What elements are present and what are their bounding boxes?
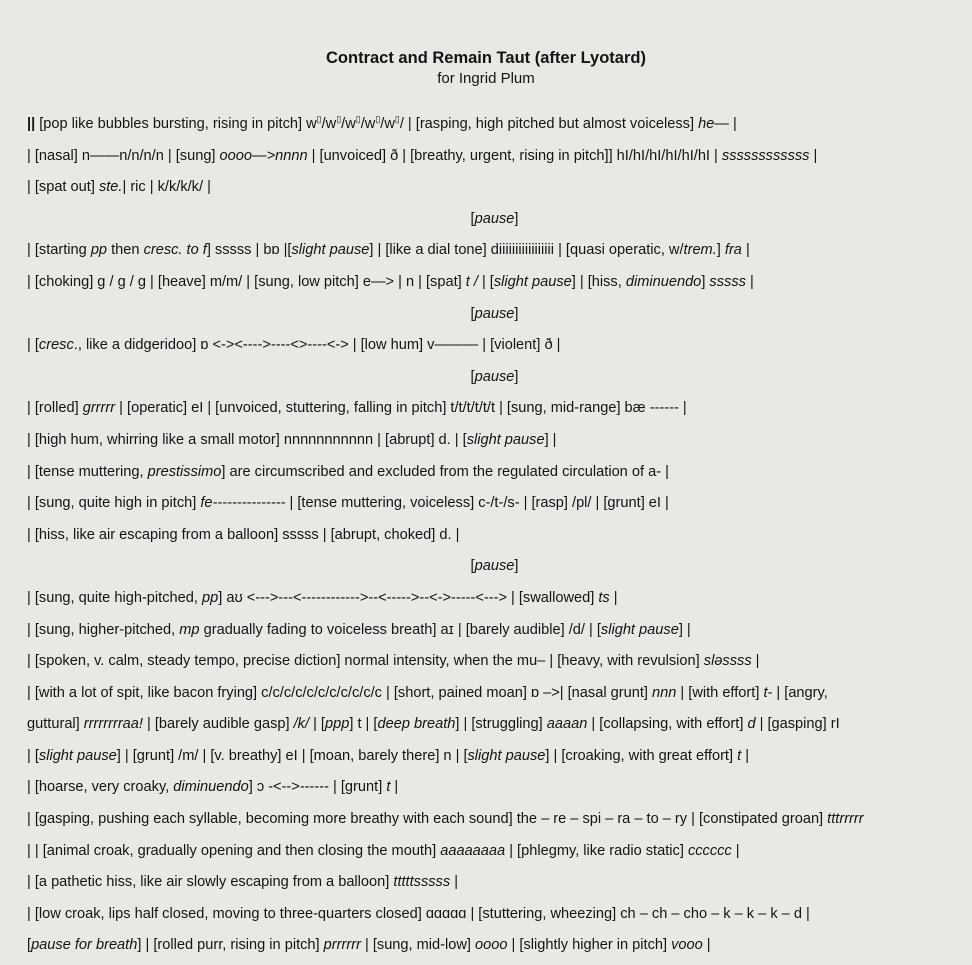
score-text: [27, 112, 962, 965]
page-subtitle: for Ingrid Plum: [437, 70, 535, 87]
text-run: | [with effort]: [676, 684, 764, 701]
text-run: aaaaaaaa: [440, 842, 506, 859]
text-run: /w: [321, 116, 337, 132]
text-run: ▯: [336, 114, 342, 125]
text-run: | [with a lot of spit, like bacon frying] c/c/c/c/c/c/c/c/c/c/c | [short, pained moan] ɒ –>| [nasal grunt]: [27, 684, 652, 701]
text-run: [: [470, 305, 475, 322]
text-run: | [hoarse, very croaky,: [27, 779, 174, 796]
text-run: rrrrrrrraa!: [83, 716, 143, 733]
text-run: |: [702, 937, 711, 954]
text-run: ▯: [355, 114, 361, 125]
text-run: slight pause: [600, 621, 679, 638]
text-run: | [spoken, v. calm, steady tempo, precise diction] normal intensity, when the mu– | [heavy, with revulsion]: [27, 653, 704, 670]
text-run: | [slightly higher in pitch]: [507, 937, 672, 954]
text-run: t: [737, 747, 742, 764]
score-line: [27, 775, 962, 807]
text-run: | [phlegmy, like radio static]: [505, 842, 688, 859]
text-run: aaaan: [546, 716, 588, 733]
text-run: [: [470, 210, 475, 227]
text-run: ]: [716, 242, 725, 259]
text-run: ]: [701, 273, 710, 290]
text-run: ] |: [544, 431, 557, 448]
text-run: | [barely audible gasp]: [142, 716, 294, 733]
text-run: ppp: [324, 716, 350, 733]
text-run: |: [728, 116, 737, 132]
text-run: |: [731, 842, 740, 859]
text-run: | [: [27, 337, 39, 354]
text-run: pause for breath: [31, 937, 138, 954]
score-line: [27, 681, 962, 713]
score-line: [27, 428, 962, 460]
text-run: ] | [croaking, with great effort]: [545, 747, 738, 764]
score-line: [27, 870, 962, 902]
score-line: [27, 270, 962, 302]
text-run: | [operatic] eI | [unvoiced, stuttering, falling in pitch] t/t/t/t/t/t | [sung, mid-range] bæ ------ |: [115, 400, 687, 417]
text-run: pause: [474, 210, 515, 227]
text-run: tttttsssss: [393, 874, 451, 891]
text-run: pp: [201, 589, 219, 606]
text-run: |: [741, 747, 750, 764]
text-run: / | [rasping, high pitched but almost voiceless]: [399, 116, 699, 132]
score-line: [27, 333, 962, 365]
score-line: [27, 933, 962, 965]
score-line: [27, 744, 962, 776]
text-run: |: [745, 273, 754, 290]
score-line: [27, 712, 962, 744]
text-run: | [: [309, 716, 325, 733]
text-run: | [collapsing, with effort]: [587, 716, 748, 733]
text-run: sləssss: [703, 653, 752, 670]
text-run: ▯: [375, 114, 381, 125]
text-run: mp: [179, 621, 200, 638]
score-line: [27, 839, 962, 871]
text-run: vooo: [671, 937, 703, 954]
text-run: | [tense muttering, voiceless] c-/t-/s- | [rasp] /pl/ | [grunt] eI |: [285, 495, 669, 512]
text-run: | [tense muttering,: [27, 463, 148, 480]
text-run: /w: [380, 116, 395, 132]
text-run: ] | [grunt] /m/ | [v. breathy] eI | [moan, barely there] n | [: [116, 747, 468, 764]
score-line: [27, 396, 962, 428]
text-run: | [: [27, 747, 39, 764]
text-run: diminuendo: [625, 273, 702, 290]
text-run: oooo: [475, 937, 508, 954]
text-run: ssssssssssss: [721, 147, 810, 164]
text-run: pp: [90, 242, 108, 259]
text-run: | [unvoiced] ð | [breathy, urgent, rising in pitch]] hI/hI/hI/hI/hI/hI |: [307, 147, 722, 164]
score-line: [27, 649, 962, 681]
text-run: | [choking] g / g / g | [heave] m/m/ | [sung, low pitch] e—> | n | [spat]: [27, 273, 466, 290]
text-run: nnn: [652, 684, 677, 701]
text-run: | [high hum, whirring like a small motor] nnnnnnnnnnn | [abrupt] d. | [: [27, 431, 467, 448]
text-run: /w: [360, 116, 376, 132]
text-run: deep breath: [377, 716, 456, 733]
text-run: pause: [474, 368, 515, 385]
text-run: [: [27, 937, 32, 954]
text-run: ] are circumscribed and excluded from the regulated circulation of a- |: [221, 463, 669, 480]
text-run: | [sung, quite high in pitch]: [27, 495, 201, 512]
text-run: ] |: [678, 621, 691, 638]
text-run: |: [450, 874, 459, 891]
text-run: ] sssss | bɒ |[: [206, 242, 292, 259]
text-run: ] aʊ <--->---<------------>--<----->--<->-----<---> | [swallowed]: [218, 589, 599, 606]
text-run: ts: [598, 589, 610, 606]
text-run: pause: [474, 305, 515, 322]
text-run: |: [390, 779, 399, 796]
text-run: sssss: [709, 273, 746, 290]
text-run: | [: [477, 273, 494, 290]
text-run: grrrrr: [82, 400, 116, 417]
score-line: [27, 112, 962, 144]
text-run: | | [animal croak, gradually opening and then closing the mouth]: [27, 842, 441, 859]
pause-line: [27, 207, 962, 239]
text-run: /w: [341, 116, 356, 132]
score-line: [27, 618, 962, 650]
score-line: [27, 807, 962, 839]
text-run: |: [609, 589, 618, 606]
text-run: trem.: [683, 242, 717, 259]
text-run: |: [809, 147, 818, 164]
text-run: d: [747, 716, 756, 733]
text-run: tttrrrrr: [827, 811, 864, 828]
text-run: slight pause: [291, 242, 370, 259]
score-line: [27, 586, 962, 618]
text-run: | [a pathetic hiss, like air slowly escaping from a balloon]: [27, 874, 394, 891]
score-line: [27, 491, 962, 523]
text-run: /k/: [293, 716, 310, 733]
text-run: | [angry,: [772, 684, 828, 701]
text-run: gradually fading to voiceless breath] aɪ | [barely audible] /d/ | [: [199, 621, 601, 638]
text-run: | ric | k/k/k/k/ |: [122, 179, 211, 196]
text-run: ▯: [394, 114, 400, 125]
text-run: fra: [724, 242, 742, 259]
text-run: ]: [514, 558, 519, 575]
pause-line: [27, 302, 962, 334]
text-run: ] t | [: [349, 716, 378, 733]
text-run: guttural]: [27, 716, 84, 733]
text-run: | [rolled]: [27, 400, 83, 417]
text-run: t /: [465, 273, 478, 290]
text-run: t: [386, 779, 391, 796]
text-run: | [gasping] rI: [755, 716, 840, 733]
text-run: |: [751, 653, 760, 670]
text-run: ] | [rolled purr, rising in pitch]: [137, 937, 324, 954]
text-run: then: [107, 242, 144, 259]
text-run: [: [470, 558, 475, 575]
text-run: fe---------------: [200, 495, 286, 512]
text-run: ] ɔ -<-->------ | [grunt]: [248, 779, 387, 796]
text-run: slight pause: [467, 747, 546, 764]
text-run: ste.: [98, 179, 123, 196]
text-run: | [sung, mid-low]: [360, 937, 476, 954]
text-run: slight pause: [38, 747, 117, 764]
text-run: ]: [514, 368, 519, 385]
text-run: | [sung, higher-pitched,: [27, 621, 180, 638]
text-run: | [gasping, pushing each syllable, becoming more breathy with each sound] the – re – spi – ra – to – ry | [constipated groan]: [27, 811, 828, 828]
text-run: | [low croak, lips half closed, moving to three-quarters closed] ɑɑɑɑɑ | [stuttering, wheezing] ch – ch – cho – k – k – k – d |: [27, 905, 810, 922]
text-run: | [starting: [27, 242, 91, 259]
text-run: ]: [514, 305, 519, 322]
text-run: [pop like bubbles bursting, rising in pitch] w: [35, 116, 317, 132]
text-run: cccccc: [687, 842, 732, 859]
score-line: [27, 460, 962, 492]
text-run: | [hiss, like air escaping from a balloon] sssss | [abrupt, choked] d. |: [27, 526, 460, 543]
text-run: oooo—>nnnn: [219, 147, 308, 164]
text-run: diminuendo: [173, 779, 249, 796]
text-run: | [spat out]: [27, 179, 99, 196]
text-run: ||: [27, 116, 36, 132]
page-title: Contract and Remain Taut (after Lyotard): [326, 49, 646, 67]
text-run: slight pause: [466, 431, 545, 448]
score-line: [27, 523, 962, 555]
text-run: cresc: [38, 337, 74, 354]
text-run: ] | [like a dial tone] diiiiiiiiiiiiiiiii | [quasi operatic, w/: [369, 242, 684, 259]
score-line: [27, 902, 962, 934]
text-run: t-: [763, 684, 773, 701]
score-line: [27, 175, 962, 207]
pause-line: [27, 554, 962, 586]
score-line: [27, 144, 962, 176]
text-run: ]: [514, 210, 519, 227]
text-run: slight pause: [493, 273, 572, 290]
text-run: |: [741, 242, 750, 259]
text-run: ., like a didgeridoo] ɒ <-><---->----<>----<-> | [low hum] v——— | [violent] ð |: [73, 337, 561, 354]
pause-line: [27, 365, 962, 397]
text-run: he—: [698, 116, 729, 132]
text-run: cresc. to f: [143, 242, 207, 259]
text-run: prestissimo: [147, 463, 222, 480]
score-line: [27, 238, 962, 270]
text-run: pause: [474, 558, 515, 575]
text-run: | [nasal] n——n/n/n/n | [sung]: [27, 147, 220, 164]
text-run: ] | [struggling]: [455, 716, 547, 733]
text-run: ▯: [316, 114, 322, 125]
text-run: [: [470, 368, 475, 385]
text-run: ] | [hiss,: [571, 273, 626, 290]
text-run: prrrrrr: [323, 937, 361, 954]
text-run: | [sung, quite high-pitched,: [27, 589, 202, 606]
